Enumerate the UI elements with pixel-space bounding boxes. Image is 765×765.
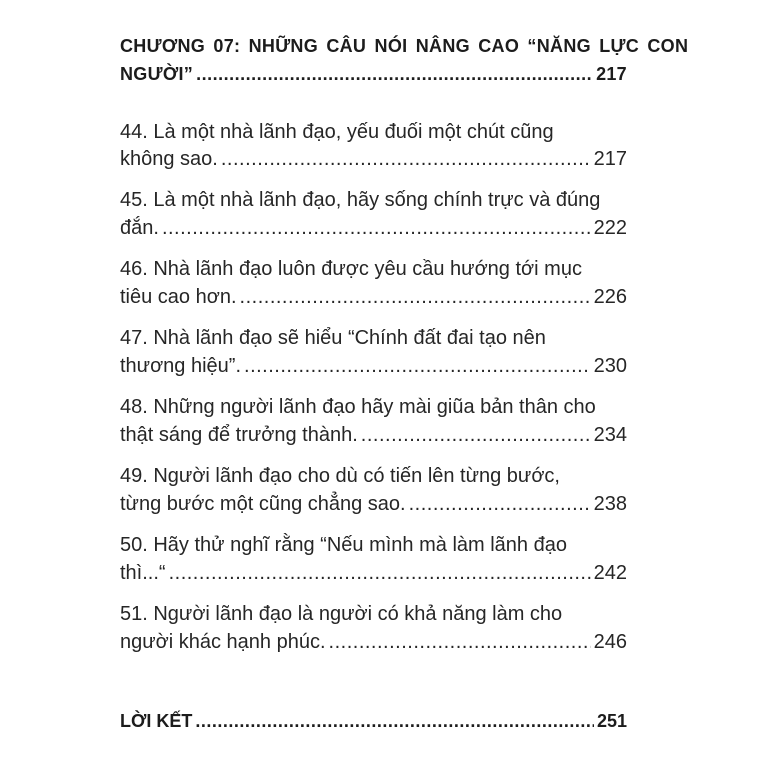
entry-line2 bbox=[120, 217, 627, 240]
chapter-title-text: CHƯƠNG 07: NHỮNG CÂU NÓI NÂNG CAO “NĂNG LỰC CON bbox=[120, 36, 689, 56]
entry-line1 bbox=[120, 396, 627, 419]
entry-page-number: 234 bbox=[593, 424, 627, 446]
entry-title-continuation: không sao. bbox=[120, 148, 218, 170]
entry-title-continuation: đắn. bbox=[120, 217, 159, 239]
entry-line1 bbox=[120, 258, 627, 281]
entry-page-number: 217 bbox=[593, 148, 627, 170]
entry-line2 bbox=[120, 286, 627, 309]
entry-line1 bbox=[120, 327, 627, 350]
dot-leader bbox=[169, 562, 591, 585]
dot-leader bbox=[361, 424, 591, 447]
closing-line bbox=[120, 711, 627, 732]
entry-page-number: 222 bbox=[593, 217, 627, 239]
entry-title-continuation: thật sáng để trưởng thành. bbox=[120, 424, 358, 446]
entry-line1 bbox=[120, 603, 627, 626]
entry-page-number: 226 bbox=[593, 286, 627, 308]
dot-leader bbox=[409, 493, 591, 516]
entry-title: 50. Hãy thử nghĩ rằng “Nếu mình mà làm lãnh đạo bbox=[120, 534, 567, 556]
entry-title: 46. Nhà lãnh đạo luôn được yêu cầu hướng tới mục bbox=[120, 258, 582, 280]
entry-title-continuation: người khác hạnh phúc. bbox=[120, 631, 326, 653]
entry-line2 bbox=[120, 631, 627, 654]
dot-leader bbox=[329, 631, 591, 654]
dot-leader bbox=[244, 355, 591, 378]
entry-line1 bbox=[120, 121, 627, 144]
entry-title-continuation: từng bước một cũng chẳng sao. bbox=[120, 493, 406, 515]
entry-line2 bbox=[120, 424, 627, 447]
entry-page-number: 242 bbox=[593, 562, 627, 584]
entry-page-number: 230 bbox=[593, 355, 627, 377]
closing-title: LỜI KẾT bbox=[120, 711, 193, 731]
entry-line2 bbox=[120, 355, 627, 378]
entry-line1 bbox=[120, 465, 627, 488]
entry-line2 bbox=[120, 148, 627, 171]
entry-title: 48. Những người lãnh đạo hãy mài giũa bản thân cho bbox=[120, 396, 596, 418]
dot-leader bbox=[221, 148, 591, 171]
entry-title: 51. Người lãnh đạo là người có khả năng làm cho bbox=[120, 603, 563, 625]
dot-leader bbox=[240, 286, 591, 309]
entry-title: 45. Là một nhà lãnh đạo, hãy sống chính trực và đúng bbox=[120, 189, 601, 211]
chapter-title-continuation: NGƯỜI” bbox=[120, 64, 194, 84]
dot-leader bbox=[196, 64, 593, 85]
entry-line1 bbox=[120, 534, 627, 557]
entry-line1 bbox=[120, 189, 627, 212]
entry-page-number: 238 bbox=[593, 493, 627, 515]
entry-title-continuation: tiêu cao hơn. bbox=[120, 286, 237, 308]
entry-page-number: 246 bbox=[593, 631, 627, 653]
entry-line2 bbox=[120, 562, 627, 585]
entry-title-continuation: thì...“ bbox=[120, 562, 166, 584]
chapter-page-number: 217 bbox=[596, 64, 627, 84]
dot-leader bbox=[162, 217, 591, 240]
chapter-title-line2 bbox=[120, 64, 627, 85]
chapter-title-line1 bbox=[120, 36, 689, 57]
entry-title: 47. Nhà lãnh đạo sẽ hiểu “Chính đất đai tạo nên bbox=[120, 327, 546, 349]
closing-page-number: 251 bbox=[596, 711, 627, 731]
dot-leader bbox=[195, 711, 594, 732]
entry-title-continuation: thương hiệu”. bbox=[120, 355, 242, 377]
entry-title: 49. Người lãnh đạo cho dù có tiến lên từng bước, bbox=[120, 465, 560, 487]
entry-line2 bbox=[120, 493, 627, 516]
entry-title: 44. Là một nhà lãnh đạo, yếu đuối một chút cũng bbox=[120, 121, 554, 143]
